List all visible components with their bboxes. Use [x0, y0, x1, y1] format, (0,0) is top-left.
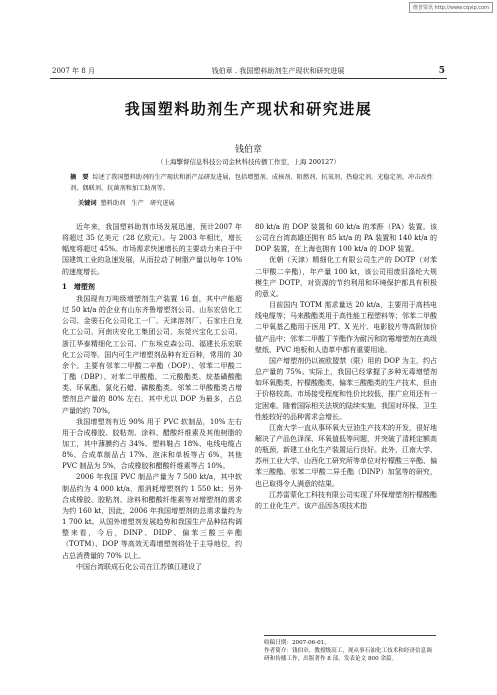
- paper-title: 我国塑料助剂生产现状和研究进展: [124, 100, 373, 118]
- paragraph: 我国现有万吨级增塑剂生产装置 16 套，其中产能超过 50 kt/a 的企业有山东齐鲁增塑剂公司、山东宏信化工公司、金骏石化公司化工一厂、天津溶剂厂、石家庄白龙化工公司、河南庆安化工集团公司、东莞兴宝化工公司、浙江华泰精细化工公司、广东埃克森公司、福建长乐宏联化工公司等。国内可生产增塑剂品种有近百种，常用的 30 余个。主要有邻苯二甲酸二辛酯（DOP）、邻苯二甲酸二丁酯（DBP）、对苯二甲酸酯、二元酸酯类、烷基磺酸酯类、环氧酯、氯化石蜡、磷酸酯类。邻苯二甲酸酯类占增塑剂总产量的 80% 左右，其中尤以 DOP 为最多，占总产量的约 70%。: [62, 294, 242, 415]
- issue-date: 2007 年 8 月: [52, 67, 95, 75]
- intro-paragraph: 近年来，我国塑料助剂市场发展迅速，预计2007 年将超过 35 亿美元（28 亿欧元）。与 2003 年相比，增长幅度将超过 45%。市场需求快速增长的主要动力来自于中国建筑工业的急速发展，从而拉动了树脂产量以每年 10% 的速度增长。: [62, 223, 242, 276]
- watermark: 维普资讯 http://www.cqvip.com: [409, 2, 493, 13]
- affiliation: （上海擎督信息科技公司金秋科技传播工作室，上海 200127）: [157, 158, 340, 166]
- running-header: [52, 66, 445, 78]
- left-column: [62, 222, 242, 573]
- paragraph: 80 kt/a 的 DOP 装置和 60 kt/a 的苯酐（PA）装置。该公司在台湾高雄还拥有 85 kt/a 的 PA 装置和 140 kt/a 的 DOP 装置，在上海也拥有 100 kt/a 的 DOP 装置。: [255, 223, 437, 254]
- paragraph: 中国台湾联成石化公司在江苏镇江建设了: [76, 562, 202, 571]
- abstract-text: 综述了我国塑料助剂的生产现状和新产品研发进展，包括增塑剂、成核剂、阻燃剂、抗氧剂、热稳定剂、光稳定剂、冲击改性剂、偶联剂、抗菌剂和加工助剂等。: [70, 174, 433, 192]
- received-date: 收稿日期：2007-06-01。: [264, 640, 330, 646]
- author-bio: 作者简介：钱伯章，教授级高工，现从事石油化工技术和经济信息调研和传播工作，出版著作 8 部，发表论文 800 余篇。: [264, 648, 432, 662]
- paragraph: 江苏雷蒙化工科技有限公司实现了环保增塑剂柠檬酸酯的工业化生产。该产品因各项技术指: [255, 490, 437, 510]
- page-number: 5: [438, 66, 445, 76]
- paragraph: 我国增塑剂有近 90% 用于 PVC 软制品，10% 左右用于合成橡胶、胶粘剂、涂料、醋酸纤维素及其他树脂的加工，其中薄膜约占 34%、塑料鞋占 18%、电线电缆占 8%、合成革制品占 17%、泡沫和单板等占 6%，其他 PVC 制品为 5%，合成橡胶和醋酸纤维素等占 10%。: [62, 417, 242, 471]
- paragraph: 国产增塑剂仍以被欧盟禁（限）用的 DOP 为主，约占总产量的 75%。实际上，我国已经掌握了多种无毒增塑剂如环氧酯类、柠檬酸酯类、偏苯三酸酯类的生产技术，但由于价格较高、市场接受程度和性价比较低，推广应用还有一定困难。随着国际相关法规的陆续实施，我国对环保、卫生性能较好的品种需求会增长。: [255, 356, 437, 421]
- paragraph: 江南大学一直从事环氧大豆油生产技术的开发，很好地解决了产品色泽深、环氧值低等问题，并突破了清耗定额高的瓶颈，新建工业化生产装置运行良好。此外，江南大学、苏州工业大学、山西化工研究所等单位对柠檬酸三辛酯、偏苯三酸酯、邻苯二甲酸二异壬酯（DINP）加氢等的研究，也已取得令人满意的结果。: [255, 423, 437, 488]
- keywords: [78, 198, 175, 207]
- running-title: 钱伯章 . 我国塑料助剂生产现状和研究进展: [211, 67, 345, 75]
- paragraph: 目前国内 TOTM 需求量达 20 kt/a，主要用于高档电线电缆等；马来酸酯类用于高性能工程塑料等；邻苯二甲酸二甲氧基乙酯用于医用 PT、X 光片、电影胶片等高附加价值产品中；邻苯二甲酸丁苄酯作为耐污和防霉增塑剂在高级壁纸、PVC 地板和人造革中都有重要用途。: [255, 301, 437, 354]
- paragraph: 2006 年我国 PVC 制品产量为 7 500 kt/a，其中软制品约为 4 000 kt/a，需消耗增塑剂约 1 550 kt；另外合成橡胶、胶粘剂、涂料和醋酸纤维素等对增塑剂的需求为约 160 kt，因此，2006 年我国增塑剂的总需求量约为 1 700 kt。从国外增塑剂发展趋势和我国生产品种结构调整来看，今后，DINP、DIDP、偏苯三酸三辛酯（TOTM）、DOP 等高效无毒增塑剂将处于主导地位，约占总消费量的 70% 以上。: [62, 473, 242, 560]
- abstract-label: 摘 要: [70, 174, 89, 181]
- paragraph: 优朝（天津）精细化工有限公司生产的 DOTP（对苯二甲酸二辛酯），年产量 100 kt，该公司用废旧涤纶大规模生产 DOTP，对资源的节约利用和环境保护都具有积极的意义。: [255, 256, 437, 298]
- footnote: [264, 635, 436, 663]
- keywords-text: 塑料助剂 生产 研究进展: [100, 200, 175, 207]
- right-column: [255, 222, 437, 512]
- abstract: [70, 172, 439, 194]
- section-heading: 1 增塑剂: [62, 281, 95, 291]
- header-rule: [50, 78, 447, 79]
- keywords-label: 关键词: [78, 200, 97, 207]
- author: 钱伯章: [234, 145, 262, 155]
